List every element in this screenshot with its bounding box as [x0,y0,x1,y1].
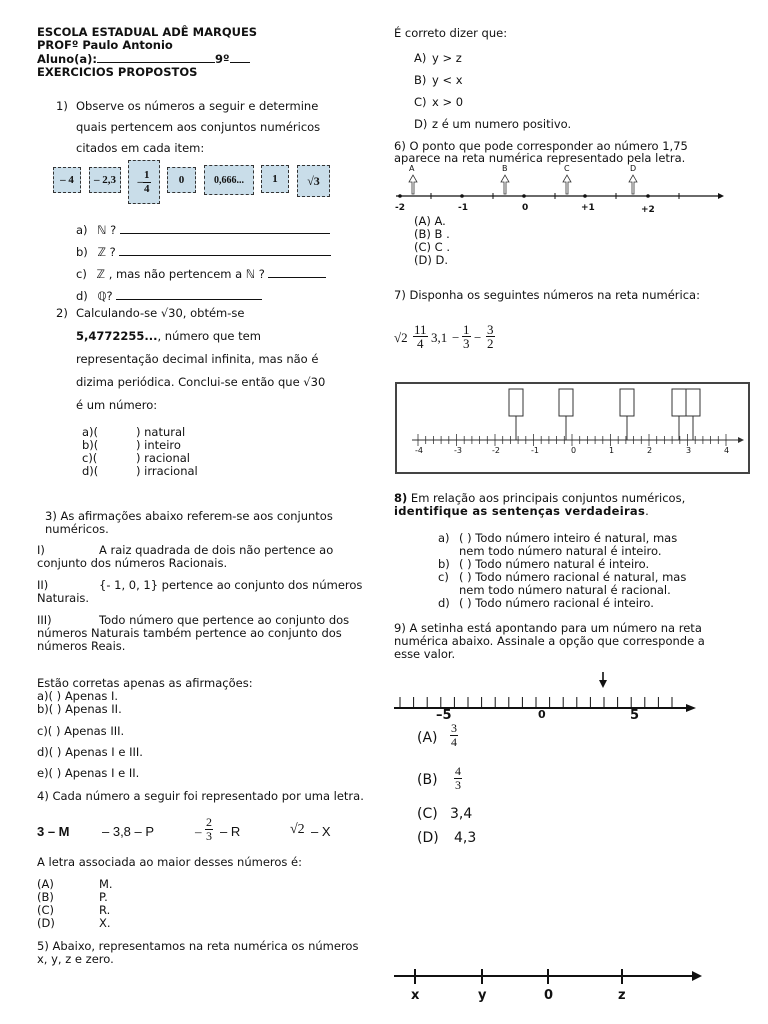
frac-num: 3 [451,721,457,735]
q2-value: 5,4772255... [76,329,158,343]
student-line [37,52,257,66]
opt-text: X. [99,916,111,930]
q4-question: A letra associada ao maior desses números é: [37,855,303,869]
opt-label: C) [414,95,427,109]
q2-line-5: é um número: [76,398,158,412]
q4-expr-x-root: √2 [290,822,305,837]
q7-axis-label: 3 [686,446,692,455]
q2-line-2 [76,325,376,348]
opt-text: ( ) Todo número racional é inteiro. [459,596,654,610]
q1-text-2: quais pertencem aos conjuntos numéricos [76,120,321,134]
q5-number-line [394,966,704,990]
frac-num: 1 [144,168,150,181]
opt-label: A) [414,51,427,65]
q7-axis-label: -4 [415,446,423,455]
opt-label: (C) [417,806,438,822]
q6-text-2: aparece na reta numérica representado pela letra. [394,151,686,165]
q9-option-a[interactable] [417,730,438,746]
opt-label: B) [414,73,427,87]
q3-statement-1 [37,544,367,570]
opt-label: (D) [37,916,55,930]
q8-period: . [645,504,649,518]
item-label: d) [76,289,88,303]
stmt-text: Todo número que pertence ao conjunto dos [99,613,350,627]
q9-option-c[interactable] [417,806,472,822]
opt-text: ) natural [136,425,186,439]
q1-number: 1) [56,99,68,113]
stmt-text: A raiz quadrada de dois não pertence ao [99,543,334,557]
q7-num-sqrt2: √2 [394,330,408,345]
q7-axis-label: 2 [647,446,653,455]
q5-label-y: y [478,988,487,1003]
number-box: 0 [167,167,196,193]
q5-label-x: x [411,988,420,1003]
opt-text: ( ) Todo número racional é natural, mas [459,570,687,584]
opt-label: (A) [37,877,54,891]
down-arrow-icon [599,680,607,688]
grade-label: 9º [215,52,230,66]
q6-number-line [394,162,724,218]
q9-text-3: esse valor. [394,647,456,661]
q3-statement-3 [37,614,372,653]
q7-axis-labels [398,446,744,458]
q6-tick-label: -2 [395,203,405,213]
number-box: – 4 [53,167,81,193]
q9-option-d[interactable] [417,830,476,846]
q7-axis-label: -2 [492,446,500,455]
q4-option-d[interactable] [37,917,113,930]
frac-den: 3 [463,336,470,351]
q8-options [438,532,768,610]
q9-text-2: numérica abaixo. Assinale a opção que corresponde a [394,634,705,648]
q9-text-1: 9) A setinha está apontando para um número na reta [394,621,702,635]
q6-text [394,140,724,164]
q7-axis-label: 4 [724,446,730,455]
item-label: c) [76,267,87,281]
opt-text-cont: nem todo número natural é inteiro. [459,544,662,558]
stmt-text: conjunto dos números Racionais. [37,556,228,570]
q3-option-c[interactable]: c)( ) Apenas III. [37,724,125,738]
q6-option-c[interactable]: (C) C . [414,240,450,254]
q6-letter-a: A [409,164,415,173]
frac-den: 3 [455,778,461,792]
q3-option-a[interactable]: a)( ) Apenas I. [37,689,119,703]
stmt-text: {- 1, 0, 1} pertence ao conjunto dos números [99,578,363,592]
q8-bold: identifique as sentenças verdadeiras [394,504,646,518]
opt-label: c) [438,570,449,584]
opt-label: d)( [82,464,99,478]
q4-text: 4) Cada número a seguir foi representado por uma letra. [37,789,364,803]
frac-num: 11 [414,322,427,337]
opt-text: M. [99,877,113,891]
opt-text: P. [99,890,108,904]
q7-axis-label: -3 [454,446,462,455]
opt-text: x > 0 [432,95,464,109]
item-label: b) [76,245,88,259]
opt-text: 3,4 [450,806,473,822]
teacher-name: PROFº Paulo Antonio [37,38,173,52]
q6-option-a[interactable]: (A) A. [414,214,446,228]
q1-item-a [76,223,330,237]
q6-letter-b: B [502,164,508,173]
opt-text: ) racional [136,451,191,465]
fraction [143,169,151,196]
q4-expr-m: 3 – M [37,824,70,839]
q8-option-d[interactable] [438,597,768,610]
q1-item-c [76,267,326,281]
number-box: 1 [261,165,289,193]
q7-axis-label: -1 [531,446,539,455]
number-box: 0,666... [204,165,254,195]
opt-label: b)( [82,438,99,452]
item-text: ℕ ? [97,223,117,237]
opt-label: D) [414,117,428,131]
q1-statement [56,96,321,155]
stmt-text: números Naturais também pertence ao conjunto dos [37,626,342,640]
q6-tick-label: 0 [522,203,529,213]
frac-den: 4 [144,182,150,195]
q6-options [414,215,450,267]
number-box: √3 [297,165,330,197]
q8-text-1: Em relação aos principais conjuntos numéricos, [410,491,686,505]
q4-expr-r-letter: – R [220,824,241,839]
q2-line-2-rest: , número que tem [157,329,261,343]
q6-tick-label: -1 [458,203,468,213]
q9-axis-label: 5 [630,708,640,723]
q4-expressions [37,815,367,852]
q2-line-4: dizima periódica. Conclui-se então que √30 [76,375,326,389]
q1-text-3: citados em cada item: [76,141,205,155]
q7-axis-label: 1 [609,446,615,455]
opt-text: R. [99,903,111,917]
opt-label: (B) [417,772,438,788]
q9-axis-label: 0 [538,708,546,721]
q5-option-a[interactable] [414,47,571,69]
item-label: a) [76,223,88,237]
opt-label: (C) [37,903,55,917]
school-name: ESCOLA ESTADUAL ADÊ MARQUES [37,25,258,39]
opt-label: d) [438,596,450,610]
opt-label: b) [438,557,450,571]
q9-frac-a [450,722,458,749]
frac-sign: – [137,176,143,188]
q3-question: Estão corretas apenas as afirmações: [37,676,253,690]
opt-label: (D) [417,830,439,846]
q3-option-b[interactable]: b)( ) Apenas II. [37,702,122,716]
opt-text: 4,3 [454,830,477,846]
q5-option-d[interactable] [414,113,571,135]
q7-num-3-2 [486,323,495,350]
opt-label: a)( [82,425,99,439]
q3-statement-2 [37,579,367,605]
q9-axis-label: –5 [436,708,452,723]
opt-label: (B) [37,890,54,904]
q5-label-0: 0 [544,988,554,1003]
q9-options [417,722,577,852]
q5-option-c[interactable] [414,91,571,113]
opt-text: ) irracional [136,464,198,478]
q7-num-11-4 [413,323,428,350]
opt-text: ( ) Todo número natural é inteiro. [459,557,650,571]
frac-num: 1 [463,322,470,337]
header [37,26,257,79]
opt-text: ( ) Todo número inteiro é natural, mas [459,531,678,545]
q3-intro-1: 3) As afirmações abaixo referem-se aos conjuntos [45,509,333,523]
stmt-text: números Reais. [37,639,126,653]
number-box-fraction [128,160,160,204]
q2-statement [56,302,326,412]
q9-option-b[interactable] [417,772,438,788]
frac-num: 3 [487,322,494,337]
q5-line-labels [394,988,694,1004]
q9-text [394,622,724,661]
opt-text: ) inteiro [136,438,181,452]
q7-text: 7) Disponha os seguintes números na reta numérica: [394,288,700,302]
q5-text [37,940,358,966]
q4-expr-r-sign: – [195,824,202,839]
q7-num-3-1: 3,1 [431,330,448,345]
q2-line-1: Calculando-se √30, obtém-se [76,306,245,320]
stmt-text: Naturais. [37,591,90,605]
q5-options [414,47,571,135]
item-text: ℤ , mas não pertencem a ℕ ? [96,267,265,281]
stmt-label: III) [37,613,52,627]
q9-frac-b [454,765,462,792]
student-label: Aluno(a): [37,52,97,66]
opt-text-cont: nem todo número natural é racional. [459,583,671,597]
section-title: EXERCICIOS PROPOSTOS [37,65,198,79]
opt-label: (A) [417,730,438,746]
q4-expr-r-frac [205,816,213,843]
opt-label: a) [438,531,450,545]
q5-continue: É correto dizer que: [394,26,508,40]
q1-item-b [76,245,331,259]
q6-option-b[interactable]: (B) B . [414,227,450,241]
q3-intro-2: numéricos. [45,522,109,536]
frac-den: 4 [417,336,424,351]
frac-den: 3 [206,829,212,843]
q6-letter-c: C [564,164,570,173]
q3-option-e[interactable]: e)( ) Apenas I e II. [37,766,140,780]
frac-den: 2 [487,336,494,351]
q7-axis-label: 0 [571,446,577,455]
opt-text: y < x [432,73,463,87]
q6-option-d[interactable]: (D) D. [414,253,448,267]
q6-tick-label: +1 [581,203,595,213]
q2-options [82,426,198,478]
q4-options [37,878,113,930]
q8-number: 8) [394,491,408,505]
q1-item-d [76,289,262,303]
q2-number: 2) [56,306,68,320]
opt-label: c)( [82,451,98,465]
q6-text-1: 6) O ponto que pode corresponder ao número 1,75 [394,139,688,153]
stmt-label: I) [37,543,45,557]
q1-text-1: Observe os números a seguir e determine [76,99,319,113]
opt-text: y > z [432,51,462,65]
q2-line-3: representação decimal infinita, mas não é [76,352,319,366]
stmt-label: II) [37,578,49,592]
q3-option-d[interactable]: d)( ) Apenas I e III. [37,745,143,759]
q6-letter-d: D [630,164,637,173]
q5-text-1: 5) Abaixo, representamos na reta numérica os números [37,939,359,953]
item-text: ℤ ? [97,245,116,259]
q2-option-d[interactable] [82,465,198,478]
q6-tick-label: +2 [641,205,655,215]
q7-num-1-3 [462,323,471,350]
q4-expr-p: – 3,8 – P [102,824,155,839]
q5-text-2: x, y, z e zero. [37,952,114,966]
number-box: – 2,3 [89,167,121,193]
q5-label-z: z [618,988,626,1003]
q3-intro [45,510,333,536]
q8-text [394,492,734,518]
frac-den: 4 [451,735,457,749]
frac-num: 2 [206,815,212,829]
frac-num: 4 [455,764,461,778]
q5-option-b[interactable] [414,69,571,91]
opt-text: z é um numero positivo. [432,117,572,131]
q4-expr-x-letter: – X [311,824,331,839]
item-text: ℚ? [97,289,113,303]
